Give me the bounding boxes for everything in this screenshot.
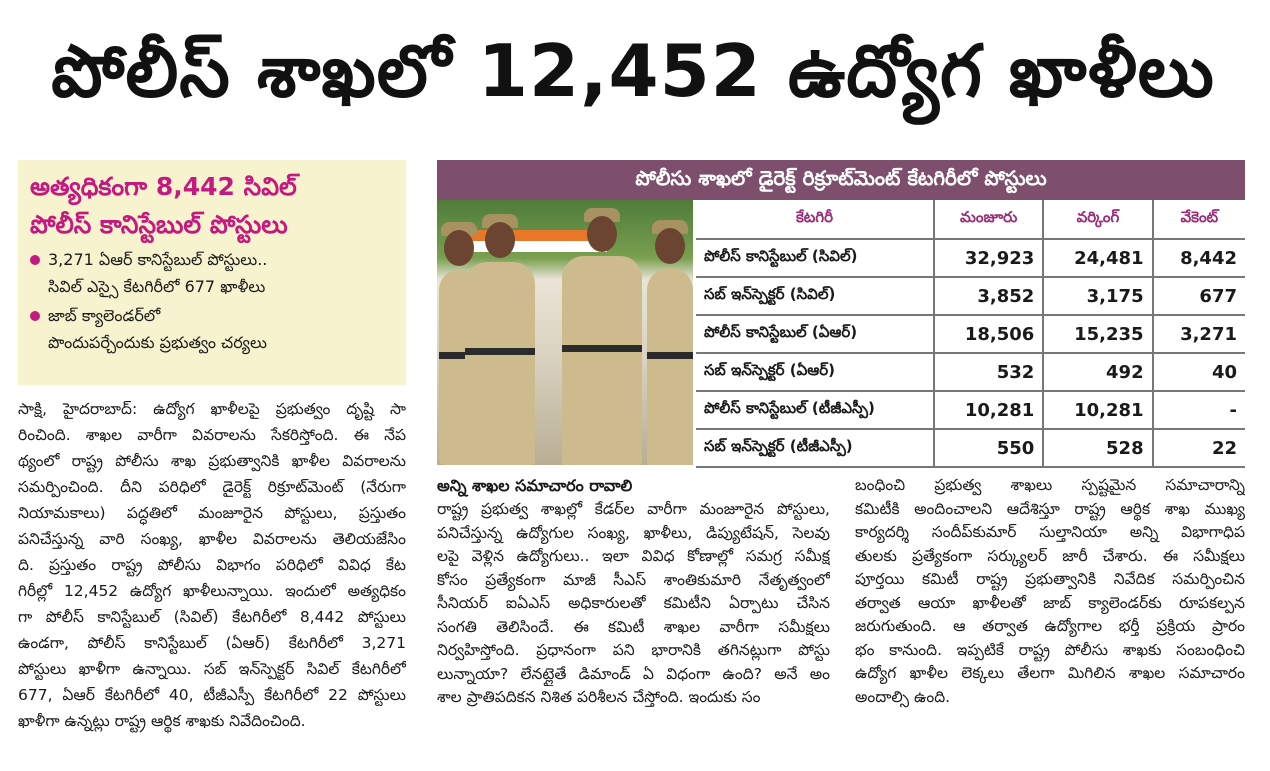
article-line: పోస్టులు ఖాళీగా ఉన్నాయి. సబ్ ఇన్‌స్పెక్టర్ సివిల్ కేటగిరీలో: [18, 660, 406, 678]
cell-category: పోలీస్ కానిస్టేబుల్ (టీజీఎస్పీ): [696, 391, 934, 429]
cell-category: సబ్ ఇన్‌స్పెక్టర్ (టీజీఎస్పీ): [696, 429, 934, 467]
police-photo: [437, 200, 693, 465]
vacancy-table: [696, 200, 1245, 468]
bullet-line: సివిల్ ఎస్సై కేటగిరీలో 677 ఖాళీలు: [48, 277, 266, 296]
article-line: సాక్షి, హైదరాబాద్: ఉద్యోగ ఖాళీలపై ప్రభుత్వం దృష్టి సా: [18, 400, 406, 418]
cell-sanctioned: 10,281: [934, 391, 1043, 429]
table-row: [696, 429, 1245, 467]
article-line: సంగతి తెలిసిందే. ఈ కమిటీ శాఖల వారీగా సమీక్షలు: [437, 617, 830, 636]
article-line: శాల ప్రాతిపదికన నిశిత పరిశీలన చేస్తోంది. ఇందుకు సం: [437, 688, 761, 706]
bullet-line: 3,271 ఏఆర్ కానిస్టేబుల్ పోస్టులు..: [48, 250, 268, 269]
highlight-bullet: [30, 246, 394, 300]
article-line: లున్నాయా? లేనట్లైతే డిమాండ్ ఏ విధంగా ఉంది? అనే అం: [437, 664, 830, 683]
cell-vacant: 40: [1153, 353, 1245, 391]
cell-sanctioned: 3,852: [934, 277, 1043, 315]
article-line: అందాల్సి ఉంది.: [855, 687, 951, 706]
table-row: [696, 277, 1245, 315]
article-line: గిరీల్లో 12,452 ఉద్యోగ ఖాళీలున్నాయి. ఇందులో అత్యధికం: [18, 582, 406, 600]
article-line: భం కానుంది. ఇప్పటికే రాష్ట్ర పోలీసు శాఖకు సంబంధించి: [855, 640, 1245, 659]
article-column-2: [437, 474, 830, 710]
article-line: రించింది. శాఖల వారీగా వివరాలను సేకరిస్తోంది. ఈ నేప: [18, 426, 406, 444]
cell-vacant: -: [1153, 391, 1245, 429]
article-line: కార్యదర్శి సందీప్‌కుమార్ సుల్తానియా అన్ని విభాగాధిప: [855, 523, 1245, 541]
article-line: పనిచేస్తున్న వారి సంఖ్య, ఖాళీల వివరాలను తెలియజేసిం: [18, 530, 406, 548]
cell-working: 528: [1043, 429, 1152, 467]
cell-vacant: 22: [1153, 429, 1245, 467]
bullet-dot-icon: [30, 311, 40, 321]
cell-sanctioned: 550: [934, 429, 1043, 467]
article-column-3: [855, 474, 1245, 709]
header-working: వర్కింగ్: [1043, 200, 1152, 239]
flag-decoration: [457, 230, 607, 252]
cell-working: 492: [1043, 353, 1152, 391]
article-line: నిర్వహిస్తోంది. ప్రధానంగా పని భారానికి తగినట్లుగా పోస్టు: [437, 641, 830, 659]
article-line: సీనియర్ ఐఏఎస్ అధికారులతో కమిటీని ఏర్పాటు చేసిన: [437, 594, 830, 612]
article-line: గా పోలీస్ కానిస్టేబుల్ (సివిల్) కేటగిరీలో 8,442 పోస్టులు: [18, 608, 406, 626]
table-row: [696, 391, 1245, 429]
cell-working: 3,175: [1043, 277, 1152, 315]
cell-sanctioned: 32,923: [934, 239, 1043, 277]
cell-category: సబ్ ఇన్‌స్పెక్టర్ (సివిల్): [696, 277, 934, 315]
article-line: థ్యంలో రాష్ట్ర పోలీసు శాఖ ప్రభుత్వానికి ఖాళీల వివరాలను: [18, 452, 406, 470]
bullet-dot-icon: [30, 255, 40, 265]
police-figure: [647, 268, 693, 465]
article-line: కోసం ప్రత్యేకంగా మాజీ సీఎస్ శాంతికుమారి నేతృత్వంలో: [437, 570, 830, 589]
article-line: ది. ప్రస్తుతం రాష్ట్ర పోలీసు విభాగం పరిధిలో వివిధ కేట: [18, 556, 406, 574]
article-line: కమిటీకి అందించాలని ఆదేశిస్తూ రాష్ట్ర ఆర్థిక శాఖ ముఖ్య: [855, 499, 1245, 518]
article-line: ఉండగా, పోలీస్ కానిస్టేబుల్ (ఏఆర్) కేటగిరీలో 3,271: [18, 634, 406, 652]
cell-vacant: 677: [1153, 277, 1245, 315]
article-line: జరుగుతుంది. ఆ తర్వాత ఉద్యోగాల భర్తీ ప్రక్రియ ప్రారం: [855, 617, 1245, 635]
article-line: ఉద్యోగ ఖాళీల లెక్కలు తేలగా మిగిలిన శాఖల సమాచారం: [855, 664, 1245, 682]
article-line: పూర్తయి కమిటీ రాష్ట్ర ప్రభుత్వానికి నివేదిక సమర్పించిన: [855, 570, 1245, 588]
bullet-line: జాబ్ క్యాలెండర్‌లో: [48, 306, 161, 325]
highlight-box: [18, 160, 406, 385]
header-sanctioned: మంజూరు: [934, 200, 1043, 239]
article-line: 677, ఏఆర్ కేటగిరీలో 40, టీజీఎస్పీ కేటగిరీలో 22 పోస్టులు: [18, 686, 406, 704]
article-column-1: [18, 396, 406, 734]
article-line: తులకు ప్రత్యేకంగా సర్క్యులర్ జారీ చేశారు. ఈ సమీక్షలు: [855, 546, 1245, 565]
highlight-title-line: పోలీస్ కానిస్టేబుల్ పోస్టులు: [30, 210, 288, 239]
article-line: తర్వాత ఆయా ఖాళీలతో జాబ్ క్యాలెండర్‌కు రూపకల్పన: [855, 593, 1245, 612]
header-category: కేటగిరీ: [696, 200, 934, 239]
table-row: [696, 239, 1245, 277]
police-figure: [562, 256, 642, 465]
cell-working: 15,235: [1043, 315, 1152, 353]
article-line: లపై వెళ్లిన ఉద్యోగులు.. ఇలా వివిధ కోణాల్లో సమగ్ర సమీక్ష: [437, 547, 830, 565]
table-header-row: [696, 200, 1245, 239]
article-line: రాష్ట్ర ప్రభుత్వ శాఖల్లో కేడర్‌ల వారీగా మంజూరైన పోస్టులు,: [437, 500, 830, 518]
article-line: బంధించి ప్రభుత్వ శాఖలు స్పష్టమైన సమాచారాన్ని: [855, 476, 1245, 494]
cell-sanctioned: 532: [934, 353, 1043, 391]
article-line: నియామకాలు) పద్ధతిలో మంజూరైన పోస్టులు, ప్రస్తుతం: [18, 504, 406, 522]
highlight-bullet: [30, 302, 394, 356]
bullet-line: పొందుపర్చేందుకు ప్రభుత్వం చర్యలు: [48, 333, 267, 352]
cell-category: పోలీస్ కానిస్టేబుల్ (ఏఆర్): [696, 315, 934, 353]
highlight-title-line: అత్యధికంగా 8,442 సివిల్: [30, 172, 297, 201]
table-row: [696, 315, 1245, 353]
article-line: సమర్పించింది. దీని పరిధిలో డైరెక్ట్ రిక్రూట్‌మెంట్ (నేరుగా: [18, 478, 406, 496]
cell-sanctioned: 18,506: [934, 315, 1043, 353]
article-line: ఖాళీగా ఉన్నట్లు రాష్ట్ర ఆర్థిక శాఖకు నివేదించింది.: [18, 712, 306, 730]
cell-category: సబ్ ఇన్‌స్పెక్టర్ (ఏఆర్): [696, 353, 934, 391]
cell-vacant: 8,442: [1153, 239, 1245, 277]
header-vacant: వేకెంట్: [1153, 200, 1245, 239]
cell-working: 10,281: [1043, 391, 1152, 429]
cell-vacant: 3,271: [1153, 315, 1245, 353]
police-figure: [465, 262, 535, 465]
article-line: పనిచేస్తున్న ఉద్యోగుల సంఖ్య, ఖాళీలు, డిప్యుటేషన్, సెలవు: [437, 523, 830, 542]
table-row: [696, 353, 1245, 391]
headline: పోలీస్ శాఖలో 12,452 ఉద్యోగ ఖాళీలు: [51, 28, 1215, 113]
cell-category: పోలీస్ కానిస్టేబుల్ (సివిల్): [696, 239, 934, 277]
table-title-bar: పోలీసు శాఖలో డైరెక్ట్ రిక్రూట్‌మెంట్ కేటగిరీలో పోస్టులు: [437, 160, 1245, 200]
article-subheading: అన్ని శాఖల సమాచారం రావాలి: [437, 476, 633, 495]
cell-working: 24,481: [1043, 239, 1152, 277]
